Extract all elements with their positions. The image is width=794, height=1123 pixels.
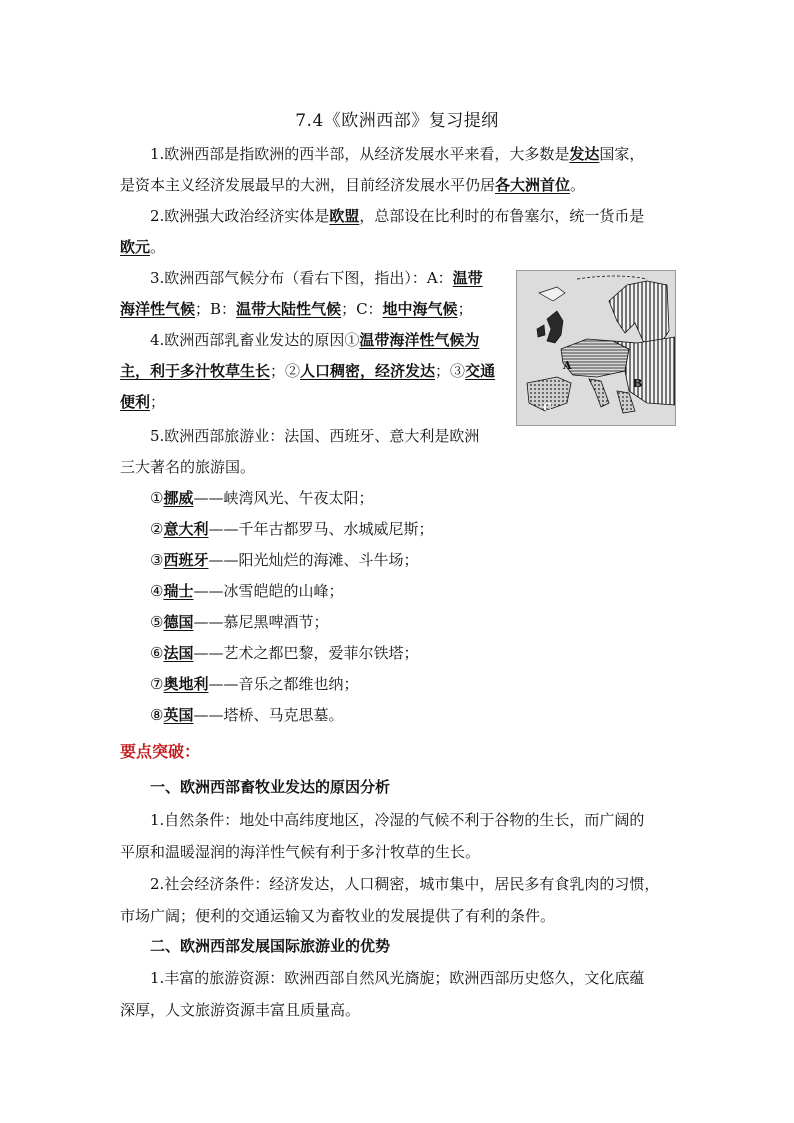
item-number: ⑥ [150,644,164,662]
answer-reason1-part2: 主，利于多汁牧草生长 [120,362,271,380]
country-desc: ——千年古都罗马、水城威尼斯； [208,520,434,538]
text: 4.欧洲西部乳畜业发达的原因① [150,331,360,349]
sec1-p1-line2: 平原和温暖湿润的海洋性气候有利于多汁牧草的生长。 [120,843,481,861]
answer-b: 温带大陆性气候 [236,300,342,318]
tour-item [150,610,328,634]
country-name: 德国 [163,613,194,631]
country-name: 意大利 [163,520,209,538]
country-desc: ——阳光灿烂的海滩、斗牛场； [208,551,419,569]
answer-reason3-part2: 便利 [120,393,151,411]
answer-a-part1: 温带 [452,269,483,287]
answer-developed: 发达 [569,145,600,163]
sec1-p1-line1: 1.自然条件：地处中高纬度地区，冷湿的气候不利于谷物的生长，而广阔的 [150,811,645,829]
answer-c: 地中海气候 [382,300,458,318]
country-name: 瑞士 [163,582,194,600]
section2-heading: 二、欧洲西部发展国际旅游业的优势 [150,937,391,955]
text: 。 [570,176,586,194]
answer-eu: 欧盟 [329,207,360,225]
answer-a-part2: 海洋性气候 [120,300,196,318]
answer-reason2: 人口稠密，经济发达 [300,362,436,380]
item-number: ⑤ [150,613,164,631]
item-number: ② [150,520,164,538]
p4-line1 [150,328,479,352]
country-name: 挪威 [163,489,194,507]
country-desc: ——慕尼黑啤酒节； [193,613,329,631]
tour-item [150,486,373,510]
sec2-p1-line2: 深厚，人文旅游资源丰富且质量高。 [120,1001,361,1019]
section1-heading: 一、欧洲西部畜牧业发达的原因分析 [150,778,391,796]
p4-line2 [120,359,495,383]
text: 3.欧洲西部气候分布（看右下图，指出）：A： [150,269,453,287]
answer-reason1-part1: 温带海洋性气候为 [359,331,480,349]
tour-item [150,641,418,665]
map-label-c: C [543,401,552,414]
text: ；B： [195,300,237,318]
country-name: 法国 [163,644,194,662]
p1-line2 [120,173,585,197]
text: ； [150,393,166,411]
sec2-p1-line1: 1.丰富的旅游资源：欧洲西部自然风光旖旎；欧洲西部历史悠久，文化底蕴 [150,969,645,987]
tour-item [150,703,343,727]
text: ，总部设在比利时的布鲁塞尔，统一货币是 [359,207,645,225]
text: 。 [150,238,166,256]
country-desc: ——峡湾风光、午夜太阳； [193,489,374,507]
p1-line1 [150,142,644,166]
p5-line1: 5.欧洲西部旅游业：法国、西班牙、意大利是欧洲 [150,427,480,445]
country-name: 西班牙 [163,551,209,569]
answer-euro: 欧元 [120,238,151,256]
item-number: ⑧ [150,706,164,724]
item-number: ③ [150,551,164,569]
p4-line3 [120,390,165,414]
map-label-b: B [633,377,643,390]
item-number: ① [150,489,164,507]
key-points-heading: 要点突破： [120,742,201,761]
country-name: 英国 [163,706,194,724]
text: 1.欧洲西部是指欧洲的西半部，从经济发展水平来看，大多数是 [150,145,570,163]
tour-item [150,579,343,603]
europe-climate-map [516,270,676,426]
item-number: ④ [150,582,164,600]
p2-line1 [150,204,644,228]
tour-item [150,517,433,541]
country-name: 奥地利 [163,675,209,693]
p2-line2 [120,235,165,259]
item-number: ⑦ [150,675,164,693]
page-title: 7.4《欧洲西部》复习提纲 [295,111,499,131]
text: ；C： [341,300,383,318]
sec1-p2-line2: 市场广阔；便利的交通运输又为畜牧业的发展提供了有利的条件。 [120,907,556,925]
text: 国家， [599,145,645,163]
tour-item [150,672,358,696]
country-desc: ——音乐之都维也纳； [208,675,359,693]
country-desc: ——塔桥、马克思墓。 [193,706,344,724]
p5-line2: 三大著名的旅游国。 [120,458,256,476]
text: ；③ [435,362,466,380]
map-label-a: A [563,359,572,372]
p3-line1 [150,266,483,290]
text: 是资本主义经济发展最早的大洲，目前经济发展水平仍居 [120,176,496,194]
country-desc: ——冰雪皑皑的山峰； [193,582,344,600]
p3-line2 [120,297,473,321]
text: 2.欧洲强大政治经济实体是 [150,207,330,225]
sec1-p2-line1: 2.社会经济条件：经济发达，人口稠密，城市集中，居民多有食乳肉的习惯， [150,875,660,893]
answer-reason3-part1: 交通 [465,362,496,380]
text: ；② [270,362,301,380]
text: ； [457,300,473,318]
map-graphic [517,271,675,425]
tour-item [150,548,418,572]
answer-first: 各大洲首位 [495,176,571,194]
country-desc: ——艺术之都巴黎，爱菲尔铁塔； [193,644,419,662]
